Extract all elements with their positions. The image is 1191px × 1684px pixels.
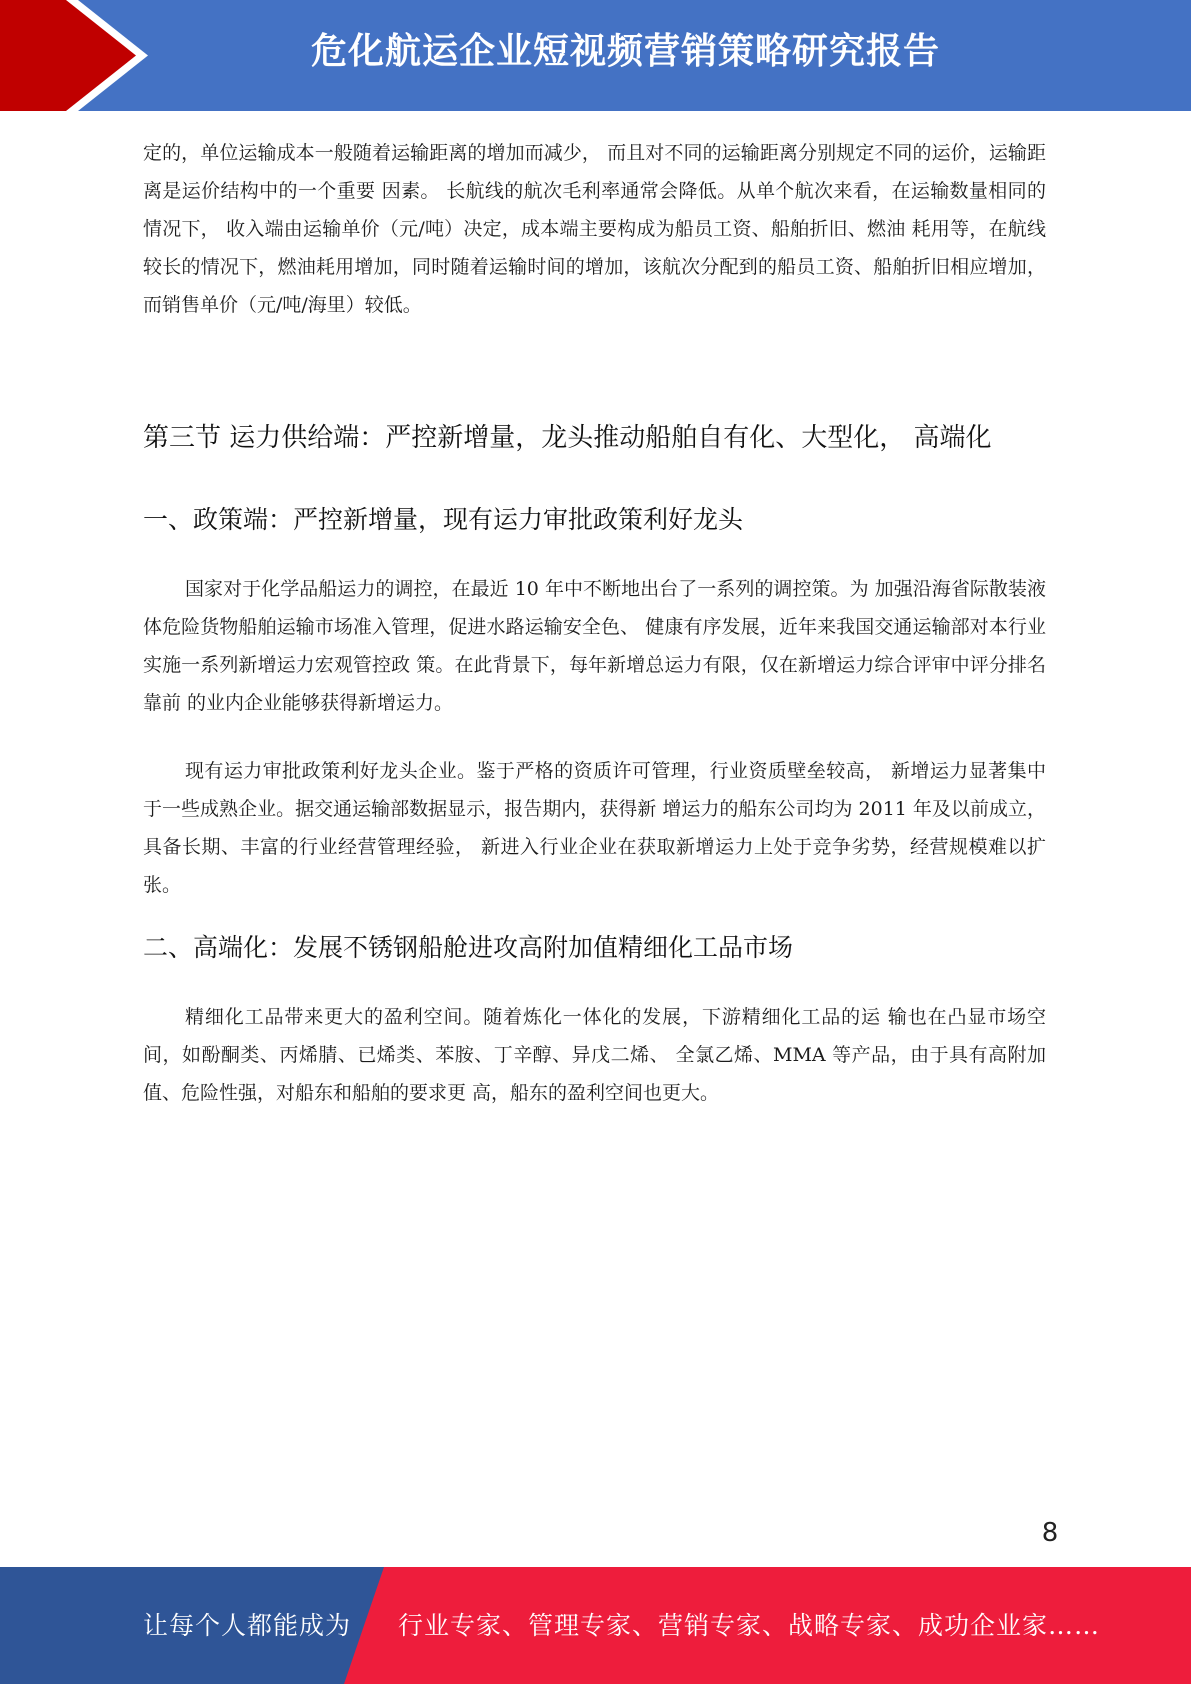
- section-heading: 第三节 运力供给端：严控新增量，龙头推动船舶自有化、大型化， 高端化: [143, 423, 992, 453]
- policy-paragraph-2: 现有运力审批政策利好龙头企业。鉴于严格的资质许可管理，行业资质壁垒较高， 新增运力显著集中于一些成熟企业。据交通运输部数据显示，报告期内，获得新 增运力的船东公司均为 2011 年及以前成立，具备长期、丰富的行业经营管理经验， 新进入行业企业在获取新增运力上处于竞争劣势，经营规模难以扩张。: [143, 760, 1046, 896]
- report-body: [143, 134, 1046, 1112]
- page-footer: [0, 1567, 1191, 1684]
- page-header: [0, 0, 1191, 111]
- high-end-paragraph: 精细化工品带来更大的盈利空间。随着炼化一体化的发展，下游精细化工品的运 输也在凸显市场空间，如酚酮类、丙烯腈、已烯类、苯胺、丁辛醇、异戊二烯、 全氯乙烯、MMA 等产品，由于具有高附加值、危险性强，对船东和船舶的要求更 高，船东的盈利空间也更大。: [143, 1006, 1046, 1104]
- policy-heading: 一、政策端：严控新增量，现有运力审批政策利好龙头: [143, 505, 744, 534]
- page-number: 8: [1041, 1518, 1059, 1548]
- policy-paragraph-1: 国家对于化学品船运力的调控，在最近 10 年中不断地出台了一系列的调控策。为 加强沿海省际散装液体危险货物船舶运输市场准入管理，促进水路运输安全色、 健康有序发展，近年来我国交通运输部对本行业实施一系列新增运力宏观管控政 策。在此背景下，每年新增总运力有限，仅在新增运力综合评审中评分排名靠前 的业内企业能够获得新增运力。: [143, 578, 1046, 714]
- report-title: 危化航运企业短视频营销策略研究报告: [310, 31, 940, 72]
- footer-slogan-right: 行业专家、管理专家、营销专家、战略专家、成功企业家……: [398, 1611, 1101, 1640]
- footer-slogan-left: 让每个人都能成为: [143, 1611, 352, 1640]
- intro-paragraph: 定的，单位运输成本一般随着运输距离的增加而减少， 而且对不同的运输距离分别规定不同的运价，运输距离是运价结构中的一个重要 因素。 长航线的航次毛利率通常会降低。从单个航次来看，在运输数量相同的情况下， 收入端由运输单价（元/吨）决定，成本端主要构成为船员工资、船舶折旧、燃油 耗用等，在航线较长的情况下，燃油耗用增加，同时随着运输时间的增加，该航次分配到的船员工资、船舶折旧相应增加，而销售单价（元/吨/海里）较低。: [143, 142, 1046, 316]
- high-end-heading: 二、高端化：发展不锈钢船舱进攻高附加值精细化工品市场: [143, 933, 794, 962]
